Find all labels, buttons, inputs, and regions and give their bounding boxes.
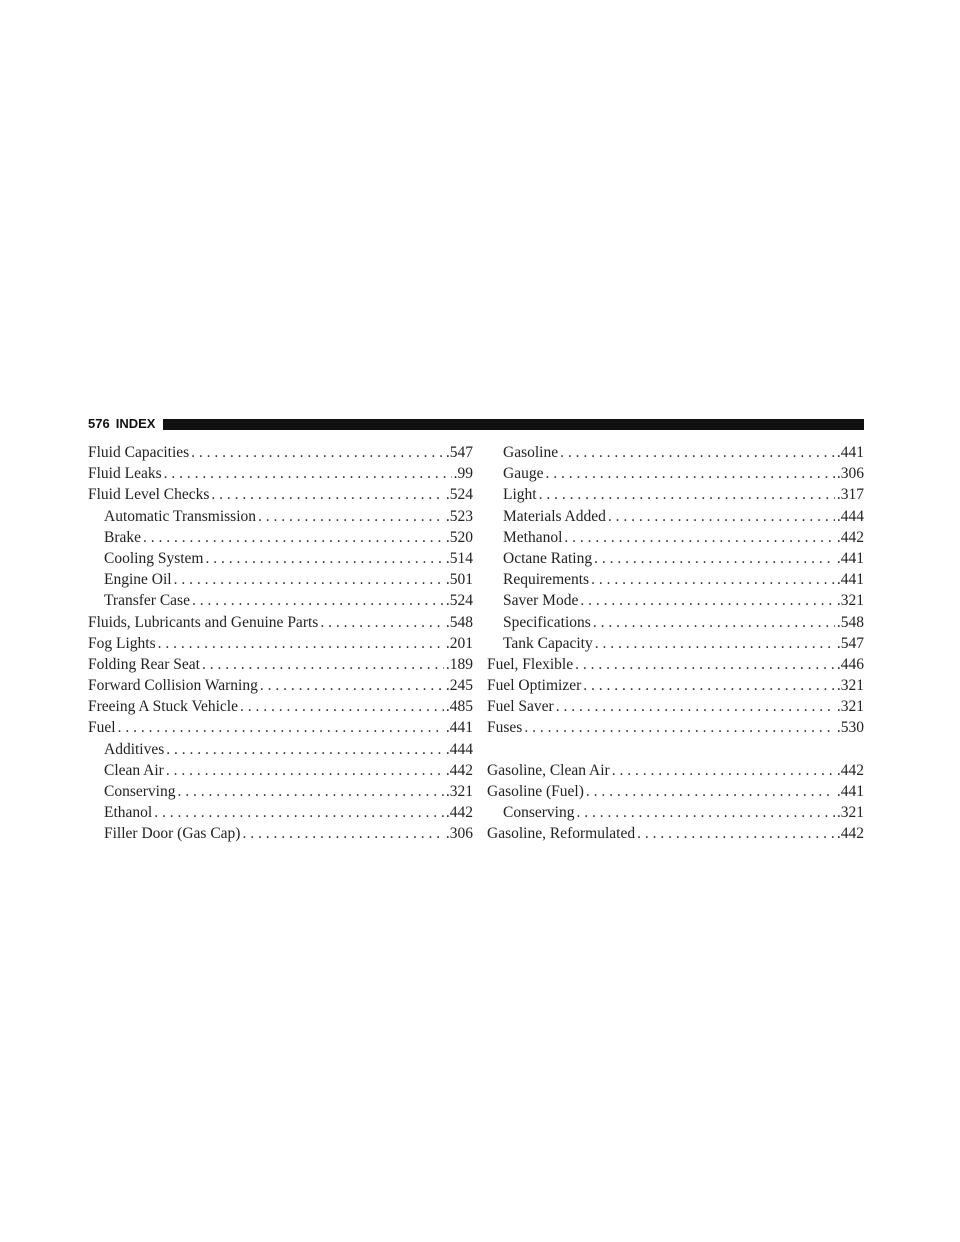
index-term: Clean Air [104, 761, 164, 779]
index-page-number: .442 [836, 528, 864, 546]
index-entry [88, 633, 473, 654]
dot-leader [556, 696, 835, 717]
index-page-number: .446 [836, 655, 864, 673]
index-term: Ethanol [104, 804, 153, 822]
index-page-number: .99 [453, 465, 473, 483]
dot-leader [158, 633, 444, 654]
index-entry [88, 696, 473, 717]
dot-leader [320, 612, 444, 633]
dot-leader [580, 590, 835, 611]
index-term: Forward Collision Warning [88, 677, 258, 695]
dot-leader [564, 527, 834, 548]
index-entry [487, 760, 864, 781]
index-term: Specifications [503, 613, 591, 631]
index-page-number: .547 [836, 634, 864, 652]
index-page-number: .441 [445, 719, 473, 737]
index-page-number: .321 [836, 677, 864, 695]
dot-leader [191, 442, 444, 463]
index-subentry [487, 633, 864, 654]
index-term: Fuel, Flexible [487, 655, 574, 673]
index-term: Fluids, Lubricants and Genuine Parts [88, 613, 319, 631]
header-rule [163, 419, 864, 430]
index-column-right [487, 442, 864, 844]
index-term: Cooling System [104, 549, 204, 567]
index-page-number: .201 [445, 634, 473, 652]
index-page-number: .442 [836, 825, 864, 843]
index-subentry [88, 569, 473, 590]
dot-leader [166, 739, 444, 760]
dot-leader [586, 781, 835, 802]
index-entry [88, 484, 473, 505]
index-entry [487, 675, 864, 696]
index-term: Materials Added [503, 507, 606, 525]
index-subentry [88, 506, 473, 527]
page-header [88, 418, 864, 430]
index-term: Gasoline (Fuel) [487, 782, 584, 800]
dot-leader [608, 506, 835, 527]
index-term: Fog Lights [88, 634, 156, 652]
index-term: Methanol [503, 528, 563, 546]
index-subentry [487, 590, 864, 611]
index-subentry [487, 506, 864, 527]
dot-leader [583, 675, 835, 696]
index-term: Octane Rating [503, 549, 593, 567]
index-page-number: .520 [445, 528, 473, 546]
index-subentry [487, 548, 864, 569]
index-term: Gasoline [503, 444, 559, 461]
index-term: Fluid Leaks [88, 465, 162, 483]
dot-leader [258, 506, 444, 527]
index-subentry [88, 590, 473, 611]
index-entry [487, 654, 864, 675]
index-term: Fluid Capacities [88, 444, 190, 461]
dot-leader [174, 569, 444, 590]
index-page-number: .501 [445, 571, 473, 589]
dot-leader [205, 548, 443, 569]
index-subentry [88, 823, 473, 844]
index-subentry [88, 781, 473, 802]
dot-leader [211, 484, 443, 505]
index-term: Fuses [487, 719, 523, 737]
index-subentry [88, 527, 473, 548]
index-entry [88, 442, 473, 463]
index-page-number: .317 [836, 486, 864, 504]
index-entry [487, 696, 864, 717]
index-page-number: .444 [836, 507, 864, 525]
dot-leader [575, 654, 835, 675]
index-page-number: .306 [836, 465, 864, 483]
index-page-number: .189 [445, 655, 473, 673]
index-term: Saver Mode [503, 592, 579, 610]
index-page-number: .442 [836, 761, 864, 779]
index-term: Engine Oil [104, 571, 172, 589]
index-page-number: .321 [836, 804, 864, 821]
dot-leader [545, 463, 834, 484]
index-page-number: .442 [445, 804, 473, 822]
index-page-number: .441 [836, 549, 864, 567]
index-page-number: .245 [445, 677, 473, 695]
dot-leader [637, 823, 835, 844]
index-term: Gasoline, Reformulated [487, 825, 636, 843]
dot-leader [143, 527, 444, 548]
index-term: Tank Capacity [503, 634, 593, 652]
dot-leader [524, 717, 835, 738]
index-page-number: .523 [445, 507, 473, 525]
dot-leader [164, 463, 452, 484]
dot-leader [260, 675, 444, 696]
index-entry [487, 781, 864, 802]
index-page-number: .444 [445, 740, 473, 758]
index-term: Requirements [503, 571, 590, 589]
dot-leader [539, 484, 835, 505]
index-term: Conserving [503, 804, 575, 821]
index-term: Fuel [88, 719, 116, 737]
index-column-left [88, 442, 473, 845]
dot-leader [576, 802, 834, 823]
index-subentry [88, 760, 473, 781]
dot-leader [192, 590, 444, 611]
index-subentry [88, 739, 473, 760]
index-entry [487, 717, 864, 738]
index-entry [487, 823, 864, 844]
dot-leader [242, 823, 443, 844]
index-term: Filler Door (Gas Cap) [104, 825, 241, 843]
index-term: Brake [104, 528, 142, 546]
index-page-number: .306 [445, 825, 473, 843]
index-term: Fuel Saver [487, 698, 554, 716]
index-term: Conserving [104, 783, 176, 800]
index-page-number: .485 [445, 698, 473, 716]
index-term: Freeing A Stuck Vehicle [88, 698, 238, 716]
index-page-number: .321 [836, 698, 864, 716]
dot-leader [591, 569, 835, 590]
index-term: Gauge [503, 465, 544, 483]
index-subentry [88, 802, 473, 823]
dot-leader [240, 696, 444, 717]
dot-leader [594, 548, 835, 569]
dot-leader [118, 717, 444, 738]
dot-leader [560, 442, 835, 463]
index-term: Folding Rear Seat [88, 655, 200, 673]
dot-leader [593, 612, 835, 633]
dot-leader [166, 760, 444, 781]
index-page-number: .548 [836, 613, 864, 631]
dot-leader [612, 760, 835, 781]
index-subentry [487, 612, 864, 633]
index-entry [88, 654, 473, 675]
dot-leader [177, 781, 443, 802]
index-entry [88, 675, 473, 696]
index-page-number: .442 [445, 761, 473, 779]
index-subentry [487, 463, 864, 484]
index-entry [88, 612, 473, 633]
index-subentry [88, 548, 473, 569]
index-term: Automatic Transmission [104, 507, 257, 525]
index-subentry [487, 484, 864, 505]
index-subentry [487, 802, 864, 823]
section-title: INDEX [115, 416, 156, 431]
index-page-number: .547 [445, 444, 473, 461]
index-page-number: .441 [836, 571, 864, 589]
index-page-number: .321 [836, 592, 864, 610]
index-entry [88, 463, 473, 484]
index-page-number: .530 [836, 719, 864, 737]
index-term: Light [503, 486, 537, 504]
index-term: Fuel Optimizer [487, 677, 582, 695]
index-page-number: .524 [445, 592, 473, 610]
page-number: 576 [88, 416, 110, 431]
index-page-number: .441 [836, 444, 864, 461]
index-page-number: .548 [445, 613, 473, 631]
index-page-number: .514 [445, 549, 473, 567]
dot-leader [202, 654, 444, 675]
index-subentry [487, 527, 864, 548]
index-page-number: .321 [445, 783, 473, 800]
index-term: Additives [104, 740, 165, 758]
index-term: Gasoline, Clean Air [487, 761, 610, 779]
index-entry [88, 717, 473, 738]
index-term: Fluid Level Checks [88, 486, 210, 504]
index-subentry [487, 569, 864, 590]
index-term: Transfer Case [104, 592, 190, 610]
index-page-number: .441 [836, 782, 864, 800]
index-page-number: .524 [445, 486, 473, 504]
dot-leader [154, 802, 444, 823]
index-subentry [487, 442, 864, 463]
dot-leader [595, 633, 835, 654]
